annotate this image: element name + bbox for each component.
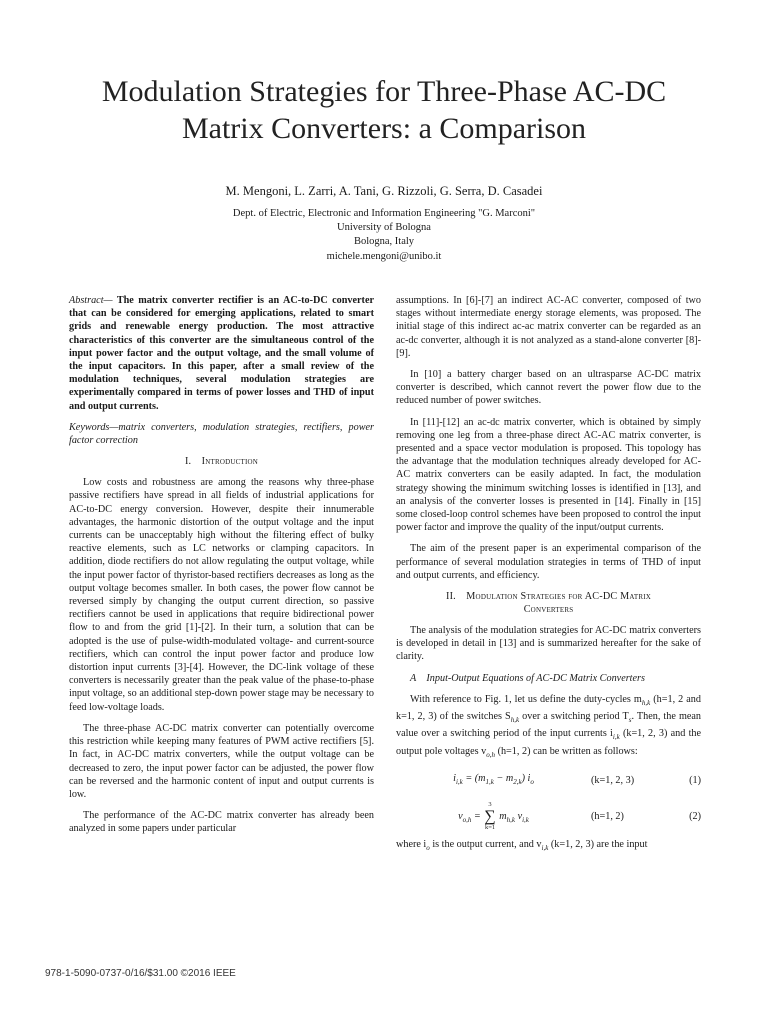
- section-heading-introduction: I. Introduction: [184, 456, 259, 468]
- copyright-footer: 978-1-5090-0737-0/16/$31.00 ©2016 IEEE: [45, 968, 236, 979]
- title-line-2: Matrix Converters: a Comparison: [181, 112, 587, 145]
- affiliation-dept: Dept. of Electric, Electronic and Information Engineering "G. Marconi": [232, 208, 536, 219]
- subsection-heading: A Input-Output Equations of AC-DC Matrix Converters: [410, 672, 645, 684]
- affiliation-location: Bologna, Italy: [353, 236, 415, 247]
- right-paragraph-4: The aim of the present paper is an experimental comparison of the performance of several modulation strategies in terms of THD of input and output currents, and efficiency.: [396, 543, 701, 581]
- paper-title: [60, 73, 708, 147]
- equation-1-number: (1): [689, 775, 701, 787]
- author-list: M. Mengoni, L. Zarri, A. Tani, G. Rizzoli, G. Serra, D. Casadei: [225, 184, 543, 198]
- intro-paragraph-1: Low costs and robustness are among the reasons why three-phase passive rectifiers have spread in all fields of industrial applications for AC-to-DC energy conversion. However, despite their innumerable advantages, the harmonic distortion of the output voltage and the input currents can be unacceptably high without the filtering effect of bulky reactive elements, such as LC networks or clamping capacitors. In addition, diode rectifiers do not allow regulating the output voltage, while the input power factor of thyristor-based rectifiers decreases as long as the output voltage becomes smaller. In both cases, the power flow cannot be reversed simply by changing the output current direction, so passive rectifiers cannot be used in applications that require bidirectional power flow to and from the grid [1]-[2]. In their turn, a solution that can be adopted is the use of pulse-width-modulated voltage- and current-source rectifiers, which can control the input power factor and produce low distortion input currents [3]-[4]. However, the DC-link voltage of these converters is necessarily greater than the peak value of the phase-to-phase input voltage, so an additional step-down power stage may be necessary to feed low-voltage loads.: [69, 477, 374, 713]
- intro-paragraph-2: The three-phase AC-DC matrix converter can potentially overcome this restriction while keeping many features of PWM active rectifiers [5]. In fact, in AC-DC matrix converters, while the output voltage can be decreased to zero, the input power factor can be adjusted, the power flow can be reversed and the harmonic content of input and output currents is low.: [69, 722, 374, 800]
- title-line-1: Modulation Strategies for Three-Phase AC-DC: [101, 75, 667, 108]
- equation-2-condition: (h=1, 2): [591, 811, 624, 823]
- section-heading-line-1: II. Modulation Strategies for AC-DC Matrix: [445, 591, 652, 603]
- author-email: michele.mengoni@unibo.it: [326, 251, 442, 262]
- right-paragraph-2: In [10] a battery charger based on an ultrasparse AC-DC matrix converter is described, which cannot revert the power flow due to the reduced number of power switches.: [396, 369, 701, 407]
- equation-1: [396, 766, 701, 796]
- intro-paragraph-3: The performance of the AC-DC matrix converter has already been analyzed in some papers under particular: [69, 810, 374, 835]
- abstract: [69, 294, 374, 413]
- right-column: [396, 294, 701, 863]
- affiliation-university: University of Bologna: [337, 222, 431, 233]
- right-paragraph-3: In [11]-[12] an ac-dc matrix converter, which is obtained by simply removing one leg from a three-phase direct AC-AC matrix converter, is presented and a space vector modulation is proposed. This topology has the advantage that the modulation techniques already developed for AC-AC matrix converters can be easily adapted. In fact, the modulation strategy showing the minimum switching losses is identified in [13], and an analysis of the converter losses is presented in [14]. Finally in [15] some closed-loop control schemes have been proposed to control the input power factor and improve the quality of the input/output currents.: [396, 416, 701, 534]
- section-heading-line-2: Converters: [523, 604, 574, 616]
- abstract-text: The matrix converter rectifier is an AC-to-DC converter that can be considered for emerging applications, related to smart grids and renewable energy production. The most attractive characteristics of this converter are the simultaneous control of the input power factor and the output voltage, and the small volume of the input capacitors. In this paper, after a small review of the modulation techniques, several modulation strategies are experimentally compared in terms of power losses and THD of input and output currents.: [69, 295, 374, 412]
- section-heading-modulation: [396, 590, 701, 616]
- right-paragraph-1: assumptions. In [6]-[7] an indirect AC-AC converter, composed of two stages without intermediate energy storage elements, was proposed. The initial stage of this indirect ac-ac matrix converter can be regarded as an ac-dc converter, although it is not analyzed as a stand-alone converter [8]-[9].: [396, 295, 701, 359]
- section2-paragraph-2: With reference to Fig. 1, let us define the duty-cycles $m_{h,k}$ (h=1, 2 and k=1, 2, 3) of the switches $S_{h,k}$ over a switching period $T_s$. Then, the mean value over a switching period of the input currents $i_{i,k}$ (k=1, 2, 3) and the output pole voltages $v_{o,h}$ (h=1, 2) can be written as follows:: [396, 693, 702, 759]
- keywords: Keywords—matrix converters, modulation strategies, rectifiers, power factor correction: [69, 421, 374, 447]
- section2-paragraph-3: where $i_o$ is the output current, and $v_{i,k}$ (k=1, 2, 3) are the input: [396, 838, 648, 852]
- equation-1-condition: (k=1, 2, 3): [591, 775, 635, 787]
- equation-2-formula: $v_{o,h}$ = 3 ∑ k=1 $m_{h,k}$ $v_{i,k}$: [458, 801, 529, 832]
- equation-2: [396, 802, 701, 832]
- left-column: [69, 294, 374, 844]
- equation-2-number: (2): [689, 811, 701, 823]
- section2-paragraph-1: The analysis of the modulation strategies for AC-DC matrix converters is developed in detail in [13] and is summarized hereafter for the sake of clarity.: [396, 625, 701, 663]
- abstract-lead: Abstract—: [69, 295, 113, 306]
- equation-1-formula: $i_{i,k} = (m_{1,k} - m_{2,k})$ $i_o$: [453, 773, 534, 787]
